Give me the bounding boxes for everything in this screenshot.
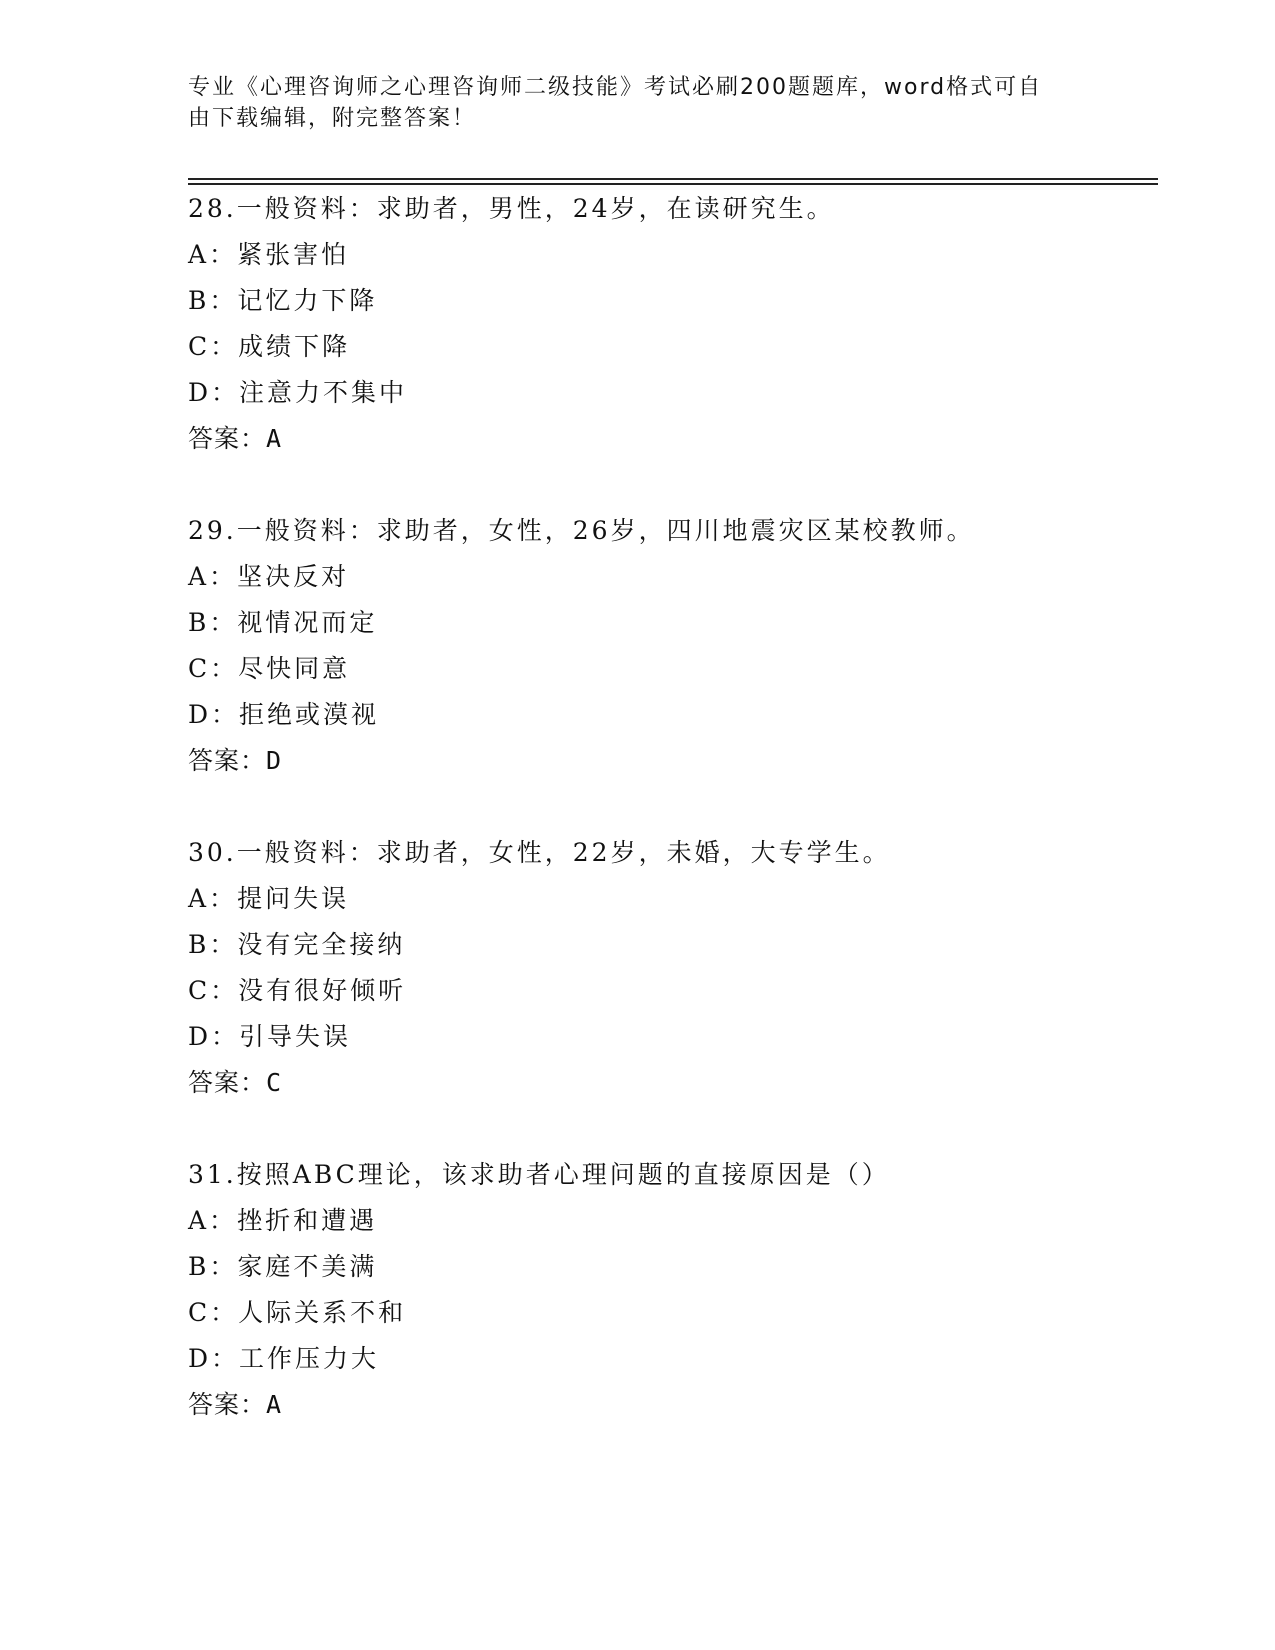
answer-label: 答案： bbox=[188, 746, 267, 775]
answer-line bbox=[188, 416, 1188, 462]
option-key: D： bbox=[188, 1344, 240, 1373]
option-key: A： bbox=[188, 1206, 238, 1235]
answer-label: 答案： bbox=[188, 424, 267, 453]
option-key: A： bbox=[188, 884, 238, 913]
option-key: A： bbox=[188, 562, 238, 591]
question-stem: 31.按照ABC理论，该求助者心理问题的直接原因是（） bbox=[188, 1160, 890, 1189]
answer-line bbox=[188, 1060, 1188, 1106]
answer-line bbox=[188, 738, 1188, 784]
question-stem: 28.一般资料：求助者，男性，24岁，在读研究生。 bbox=[188, 194, 835, 223]
option-c bbox=[188, 968, 1188, 1014]
question-29 bbox=[188, 508, 1188, 784]
answer-label: 答案： bbox=[188, 1068, 267, 1097]
option-a bbox=[188, 232, 1188, 278]
option-key: D： bbox=[188, 1022, 240, 1051]
option-d bbox=[188, 692, 1188, 738]
option-text: 注意力不集中 bbox=[239, 378, 408, 407]
answer-label: 答案： bbox=[188, 1390, 267, 1419]
header-line-1: 专业《心理咨询师之心理咨询师二级技能》考试必刷200题题库，word格式可自 bbox=[188, 75, 1043, 100]
option-key: C： bbox=[188, 1298, 239, 1327]
option-text: 视情况而定 bbox=[237, 608, 378, 637]
question-stem: 29.一般资料：求助者，女性，26岁，四川地震灾区某校教师。 bbox=[188, 516, 975, 545]
option-key: C： bbox=[188, 332, 239, 361]
question-30 bbox=[188, 830, 1188, 1106]
option-key: B： bbox=[188, 286, 238, 315]
option-text: 紧张害怕 bbox=[237, 240, 350, 269]
option-text: 尽快同意 bbox=[238, 654, 351, 683]
option-key: C： bbox=[188, 976, 239, 1005]
answer-value: D bbox=[266, 746, 283, 775]
option-b bbox=[188, 1244, 1188, 1290]
option-text: 引导失误 bbox=[239, 1022, 352, 1051]
option-d bbox=[188, 370, 1188, 416]
option-a bbox=[188, 554, 1188, 600]
option-b bbox=[188, 922, 1188, 968]
option-key: D： bbox=[188, 700, 240, 729]
option-key: B： bbox=[188, 608, 238, 637]
option-a bbox=[188, 876, 1188, 922]
option-d bbox=[188, 1014, 1188, 1060]
header-divider-bottom bbox=[188, 183, 1158, 185]
question-28 bbox=[188, 186, 1188, 462]
option-c bbox=[188, 1290, 1188, 1336]
option-text: 人际关系不和 bbox=[238, 1298, 407, 1327]
option-c bbox=[188, 646, 1188, 692]
option-d bbox=[188, 1336, 1188, 1382]
answer-value: A bbox=[266, 1390, 283, 1419]
header-line-2: 由下载编辑，附完整答案！ bbox=[188, 106, 477, 131]
option-text: 记忆力下降 bbox=[237, 286, 378, 315]
option-text: 提问失误 bbox=[237, 884, 350, 913]
option-key: C： bbox=[188, 654, 239, 683]
option-b bbox=[188, 278, 1188, 324]
option-b bbox=[188, 600, 1188, 646]
option-text: 坚决反对 bbox=[237, 562, 350, 591]
option-a bbox=[188, 1198, 1188, 1244]
option-text: 工作压力大 bbox=[239, 1344, 380, 1373]
option-text: 成绩下降 bbox=[238, 332, 351, 361]
option-c bbox=[188, 324, 1188, 370]
answer-value: C bbox=[266, 1068, 283, 1097]
question-stem: 30.一般资料：求助者，女性，22岁，未婚，大专学生。 bbox=[188, 838, 891, 867]
option-key: A： bbox=[188, 240, 238, 269]
answer-line bbox=[188, 1382, 1188, 1428]
option-key: B： bbox=[188, 1252, 238, 1281]
option-text: 家庭不美满 bbox=[237, 1252, 378, 1281]
option-text: 挫折和遭遇 bbox=[237, 1206, 378, 1235]
document-header bbox=[188, 72, 1068, 134]
answer-value: A bbox=[266, 424, 283, 453]
question-31 bbox=[188, 1152, 1188, 1428]
option-text: 没有完全接纳 bbox=[237, 930, 406, 959]
option-key: B： bbox=[188, 930, 238, 959]
header-divider-top bbox=[188, 178, 1158, 180]
option-key: D： bbox=[188, 378, 240, 407]
option-text: 拒绝或漠视 bbox=[239, 700, 380, 729]
option-text: 没有很好倾听 bbox=[238, 976, 407, 1005]
